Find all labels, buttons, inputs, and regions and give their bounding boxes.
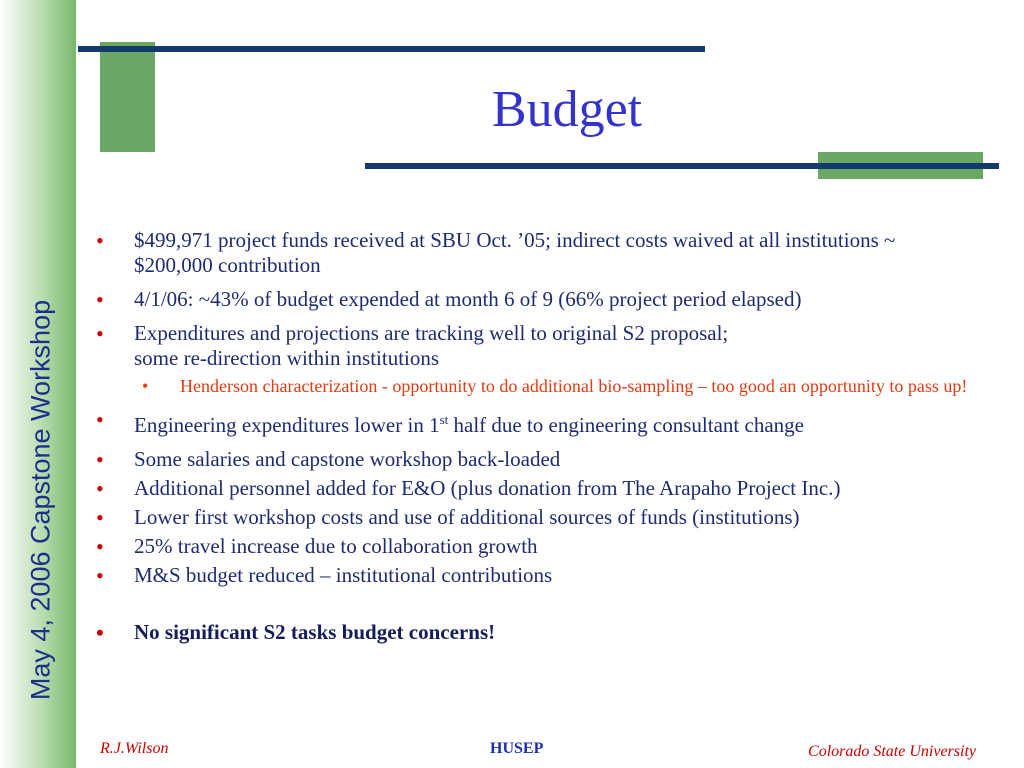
bullet-item [96, 287, 976, 312]
slide-title: Budget [491, 81, 643, 138]
bullet-item [96, 476, 976, 501]
bullet-dot-icon: • [96, 534, 104, 559]
bullet-dot-icon: • [96, 563, 104, 588]
bullet-text: $499,971 project funds received at SBU Oct. ’05; indirect costs waived at all institutions ~ $200,000 contribution [134, 228, 896, 277]
sub-bullet-dot-icon: • [142, 376, 149, 396]
bullet-dot-icon: • [96, 228, 104, 253]
bullet-item [96, 534, 976, 559]
bullet-item [96, 321, 976, 371]
bullet-text-before: Engineering expenditures lower in 1 [134, 413, 440, 437]
bullet-item [96, 505, 976, 530]
footer-author: R.J.Wilson [100, 740, 169, 757]
bullet-item [96, 447, 976, 472]
bullet-dot-icon: • [96, 620, 104, 645]
bullet-text-after: half due to engineering consultant change [448, 413, 804, 437]
deco-navy-line-bottom [365, 163, 999, 169]
bullet-text: Some salaries and capstone workshop back-loaded [134, 447, 561, 471]
bullet-item [96, 563, 976, 588]
sub-bullet-item [142, 375, 976, 398]
bullet-dot-icon: • [96, 407, 104, 432]
bullet-superscript: st [439, 412, 449, 427]
sidebar-date-text: May 4, 2006 Capstone Workshop [25, 299, 56, 701]
bullet-dot-icon: • [96, 505, 104, 530]
bullet-dot-icon: • [96, 287, 104, 312]
bullet-text: Lower first workshop costs and use of additional sources of funds (institutions) [134, 505, 800, 529]
bullet-text: M&S budget reduced – institutional contributions [134, 563, 553, 587]
bullet-text: 25% travel increase due to collaboration growth [134, 534, 538, 558]
bullet-list [96, 228, 976, 654]
bullet-text: No significant S2 tasks budget concerns! [134, 620, 496, 644]
bullet-dot-icon: • [96, 447, 104, 472]
bullet-text: 4/1/06: ~43% of budget expended at month 6 of 9 (66% project period elapsed) [134, 287, 802, 311]
footer-institution: Colorado State University [808, 743, 976, 760]
bullet-item [96, 228, 976, 278]
bullet-item-conclusion [96, 620, 976, 645]
bullet-text: Additional personnel added for E&O (plus donation from The Arapaho Project Inc.) [134, 476, 841, 500]
footer-project: HUSEP [490, 740, 544, 757]
bullet-dot-icon: • [96, 321, 104, 346]
bullet-dot-icon: • [96, 476, 104, 501]
bullet-item [96, 407, 976, 438]
bullet-text-line2: some re-direction within institutions [134, 346, 440, 370]
bullet-text-line1: Expenditures and projections are tracking well to original S2 proposal; [134, 321, 729, 345]
deco-navy-line-top [78, 46, 705, 52]
sub-bullet-text: Henderson characterization - opportunity to do additional bio-sampling – too good an opportunity to pass up! [180, 376, 968, 396]
